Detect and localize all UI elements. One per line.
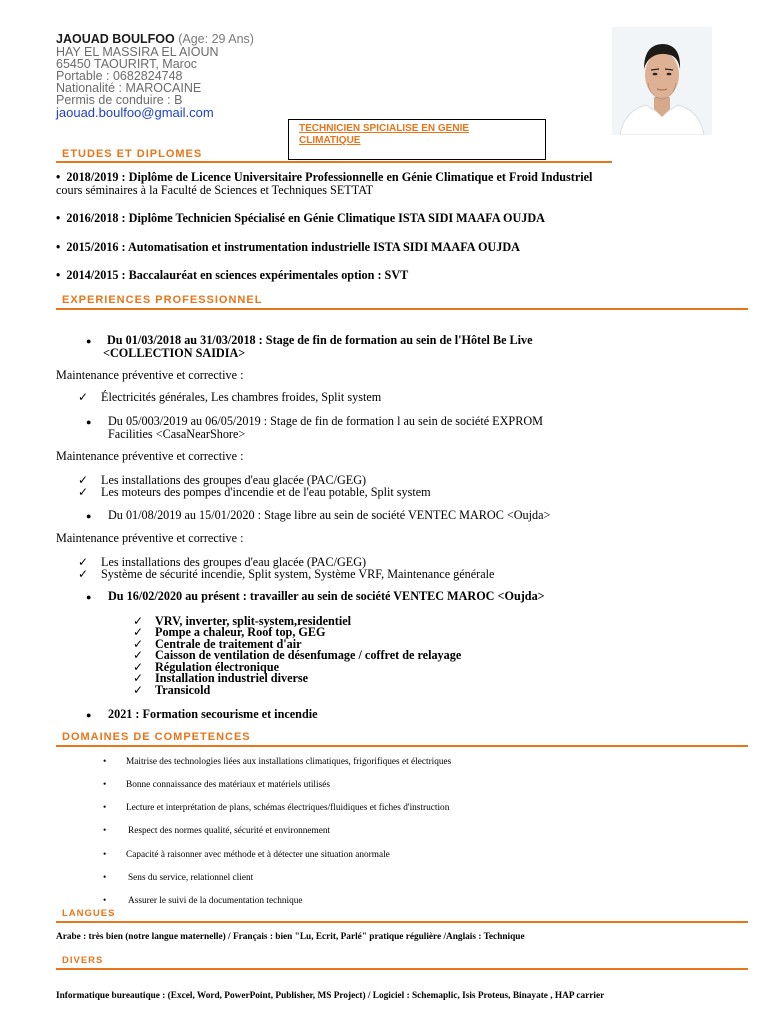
experience-task: Centrale de traitement d'air (155, 637, 302, 651)
etudes-item-detail: cours séminaires à la Faculté de Sciences et Techniques SETTAT (56, 183, 374, 197)
experience-task: Les installations des groupes d'eau glacée (PAC/GEG) (101, 473, 367, 487)
etudes-item: • 2018/2019 : Diplôme de Licence Universitaire Professionnelle en Génie Climatique et Froid Industriel (56, 170, 593, 184)
experience-title: Du 05/003/2019 au 06/05/2019 : Stage de fin de formation l au sein de société EXPROM (108, 414, 543, 428)
bullet-icon: ● (86, 336, 92, 346)
bullet-icon: • (56, 211, 67, 225)
experience-task: Pompe a chaleur, Roof top, GEG (155, 625, 326, 639)
experience-task: Électricités générales, Les chambres froides, Split system (101, 390, 382, 404)
profile-photo (612, 27, 712, 135)
address-line2: 65450 TAOURIRT, Maroc (56, 57, 198, 71)
maintenance-label: Maintenance préventive et corrective : (56, 531, 244, 545)
bullet-icon: • (103, 850, 107, 860)
check-icon: ✓ (78, 390, 89, 404)
bullet-icon: • (103, 896, 107, 906)
etudes-item: • 2015/2016 : Automatisation et instrumentation industrielle ISTA SIDI MAAFA OUJDA (56, 240, 520, 254)
section-divider (56, 968, 748, 970)
competence-item: Assurer le suivi de la documentation technique (128, 896, 303, 906)
job-title-box (288, 119, 546, 160)
candidate-age: (Age: 29 Ans) (178, 32, 254, 46)
section-title-langues: LANGUES (62, 908, 116, 919)
bullet-icon: • (56, 268, 67, 282)
experience-company: Facilities <CasaNearShore> (108, 427, 246, 441)
check-icon: ✓ (133, 637, 144, 651)
email-link[interactable]: jaouad.boulfoo@gmail.com (56, 105, 214, 120)
experience-task: Régulation électronique (155, 660, 280, 674)
section-divider (56, 161, 612, 163)
experience-task: Les installations des groupes d'eau glacée (PAC/GEG) (101, 555, 367, 569)
section-divider (56, 745, 748, 747)
bullet-icon: • (103, 803, 107, 813)
bullet-icon: • (103, 826, 107, 836)
section-divider (56, 308, 748, 310)
competence-item: Sens du service, relationnel client (128, 873, 254, 883)
maintenance-label: Maintenance préventive et corrective : (56, 368, 244, 382)
section-title-divers: DIVERS (62, 955, 104, 966)
competence-item: Bonne connaissance des matériaux et matériels utilisés (126, 780, 330, 790)
bullet-icon: • (103, 780, 107, 790)
experience-task: Transicold (155, 683, 211, 697)
check-icon: ✓ (133, 625, 144, 639)
competence-item: Capacité à raisonner avec méthode et à détecter une situation anormale (126, 850, 390, 860)
bullet-icon: • (56, 240, 67, 254)
candidate-name: JAOUAD BOULFOO (56, 32, 175, 46)
experience-task: VRV, inverter, split-system,residentiel (155, 614, 352, 628)
experience-task: Installation industriel diverse (155, 671, 309, 685)
section-title-etudes: ETUDES ET DIPLOMES (62, 148, 203, 160)
bullet-icon: ● (86, 511, 92, 521)
check-icon: ✓ (78, 485, 89, 499)
etudes-item: • 2016/2018 : Diplôme Technicien Spécialisé en Génie Climatique ISTA SIDI MAAFA OUJDA (56, 211, 545, 225)
divers-text: Informatique bureautique : (Excel, Word, PowerPoint, Publisher, MS Project) / Logiciel : Schemaplic, Isis Proteus, Binayate , HAP carrier (56, 991, 605, 1001)
competence-item: Maitrise des technologies liées aux installations climatiques, frigorifiques et électriques (126, 757, 452, 767)
bullet-icon: • (103, 757, 107, 767)
experience-title: 2021 : Formation secourisme et incendie (108, 707, 318, 721)
address-line1: HAY EL MASSIRA EL AIOUN (56, 45, 219, 59)
check-icon: ✓ (133, 660, 144, 674)
competence-item: Respect des normes qualité, sécurité et environnement (128, 826, 331, 836)
bullet-icon: ● (86, 710, 92, 720)
languages-text: Arabe : très bien (notre langue maternelle) / Français : bien "Lu, Ecrit, Parlé" pratique régulière /Anglais : Technique (56, 932, 525, 942)
etudes-item: • 2014/2015 : Baccalauréat en sciences expérimentales option : SVT (56, 268, 409, 282)
maintenance-label: Maintenance préventive et corrective : (56, 449, 244, 463)
bullet-icon: ● (86, 592, 92, 602)
phone: Portable : 0682824748 (56, 69, 183, 83)
driving-license: Permis de conduire : B (56, 93, 183, 107)
experience-task: Caisson de ventilation de désenfumage / coffret de relayage (155, 648, 462, 662)
competence-item: Lecture et interprétation de plans, schémas électriques/fluidiques et fiches d'instruction (126, 803, 450, 813)
experience-title: Du 01/08/2019 au 15/01/2020 : Stage libre au sein de société VENTEC MAROC <Oujda> (108, 508, 551, 522)
check-icon: ✓ (133, 648, 144, 662)
check-icon: ✓ (133, 683, 144, 697)
section-title-experiences: EXPERIENCES PROFESSIONNEL (62, 294, 263, 306)
check-icon: ✓ (133, 614, 144, 628)
experience-company: <COLLECTION SAIDIA> (103, 346, 246, 360)
job-title-line2: CLIMATIQUE (299, 135, 361, 146)
bullet-icon: • (56, 170, 67, 184)
experience-title: Du 01/03/2018 au 31/03/2018 : Stage de fin de formation au sein de l'Hôtel Be Live (107, 333, 533, 347)
nationality: Nationalité : MAROCAINE (56, 81, 202, 95)
check-icon: ✓ (78, 567, 89, 581)
bullet-icon: ● (86, 417, 92, 427)
experience-title: Du 16/02/2020 au présent : travailler au sein de société VENTEC MAROC <Oujda> (108, 589, 545, 603)
experience-task: Système de sécurité incendie, Split system, Système VRF, Maintenance générale (101, 567, 495, 581)
check-icon: ✓ (133, 671, 144, 685)
bullet-icon: • (103, 873, 107, 883)
job-title-line1: TECHNICIEN SPICIALISE EN GENIE (299, 123, 470, 134)
experience-task: Les moteurs des pompes d'incendie et de l'eau potable, Split system (101, 485, 431, 499)
section-divider (56, 921, 748, 923)
check-icon: ✓ (78, 555, 89, 569)
check-icon: ✓ (78, 473, 89, 487)
section-title-domaines: DOMAINES DE COMPETENCES (62, 731, 251, 743)
